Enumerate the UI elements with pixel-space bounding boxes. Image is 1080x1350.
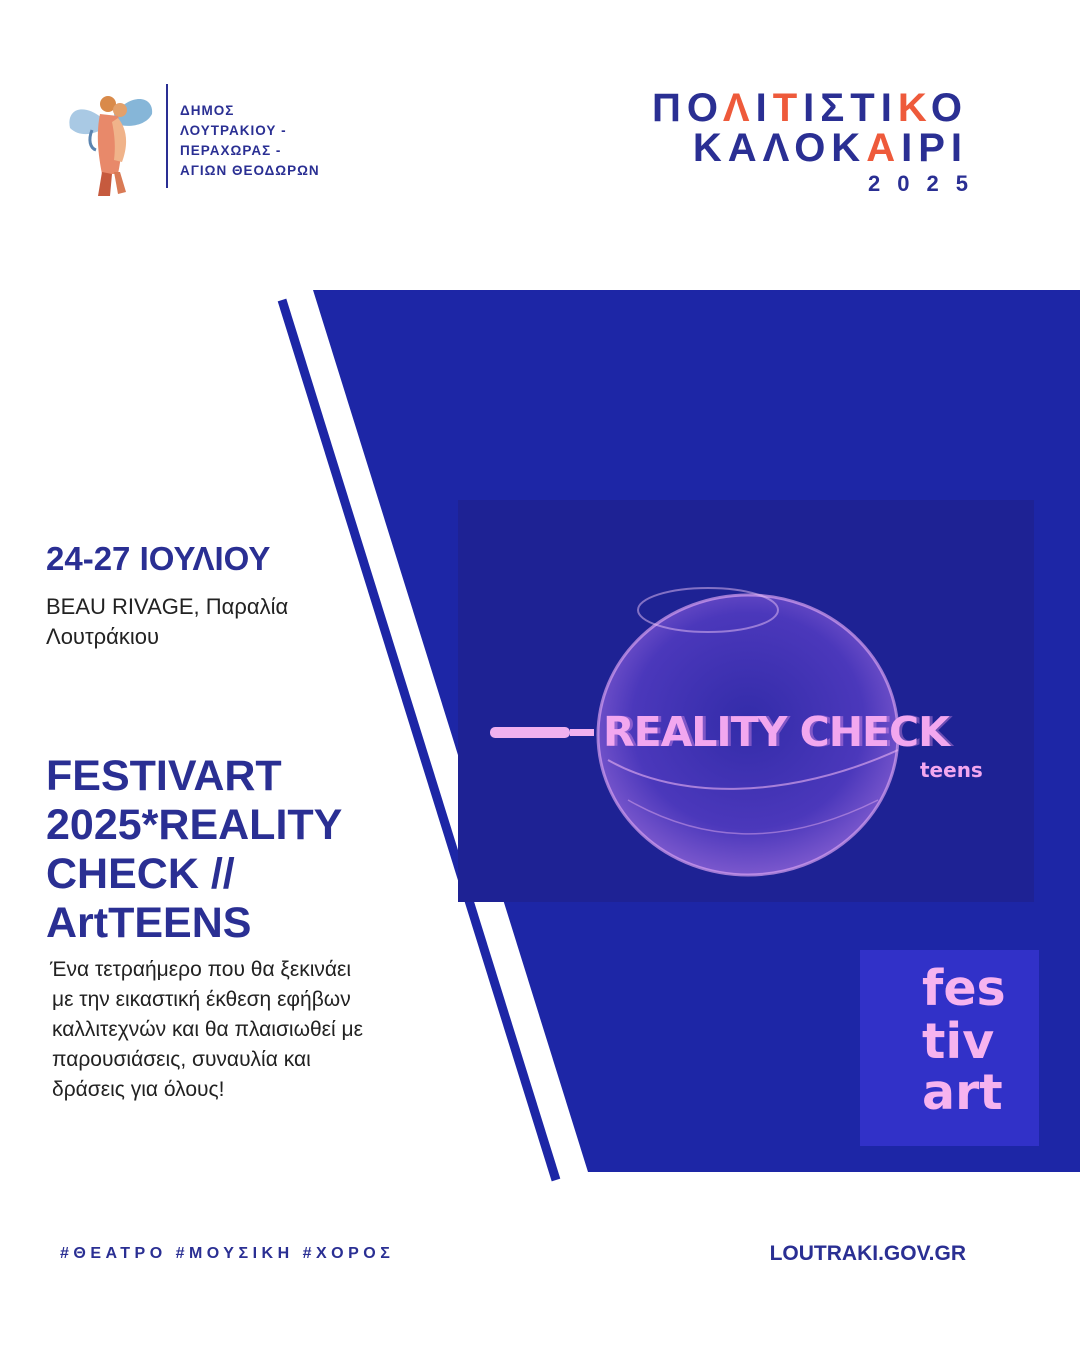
artwork-subtitle: teens — [920, 758, 983, 782]
municipality-name-line: ΛΟΥΤΡΑΚΙΟΥ - — [180, 123, 287, 138]
cultural-summer-brand — [651, 86, 985, 197]
bubble-illustration — [458, 500, 1034, 902]
municipality-logo — [62, 84, 158, 202]
event-description: καλλιτεχνών και θα πλαισιωθεί με — [52, 1018, 364, 1041]
brand-year: 2025 — [868, 171, 985, 196]
event-description: με την εικαστική έκθεση εφήβων — [52, 988, 351, 1011]
event-title: ArtTEENS — [46, 899, 252, 947]
website-link[interactable]: LOUTRAKI.GOV.GR — [769, 1242, 966, 1265]
municipality-name-line: ΔΗΜΟΣ — [180, 103, 235, 118]
event-venue: BEAU RIVAGE, Παραλία — [46, 594, 289, 619]
event-title: 2025*REALITY — [46, 801, 343, 849]
festivart-logo-line: fes — [922, 960, 1006, 1017]
event-description: δράσεις για όλους! — [52, 1078, 225, 1101]
event-description: Ένα τετραήμερο που θα ξεκινάει — [50, 958, 352, 981]
hashtags: #ΘΕΑΤΡΟ #ΜΟΥΣΙΚΗ #ΧΟΡΟΣ — [60, 1245, 395, 1262]
event-title: FESTIVART — [46, 752, 282, 800]
event-venue: Λουτράκιου — [46, 624, 160, 649]
event-dates: 24-27 ΙΟΥΛΙΟΥ — [46, 540, 271, 577]
municipality-name-line: ΠΕΡΑΧΩΡΑΣ - — [180, 143, 282, 158]
brand-line-2: ΚΑΛΟΚΑΙΡΙ — [692, 126, 968, 170]
reality-check-artwork — [458, 500, 1034, 902]
event-description: παρουσιάσεις, συναυλία και — [52, 1048, 311, 1071]
festivart-logo — [860, 950, 1039, 1146]
municipality-name-line: ΑΓΙΩΝ ΘΕΟΔΩΡΩΝ — [180, 163, 320, 178]
festivart-logo-line: art — [922, 1064, 1003, 1121]
logo-divider — [166, 84, 168, 188]
festivart-logo-line: tiv — [922, 1013, 995, 1070]
brand-line-1: ΠΟΛΙΤΙΣΤΙΚΟ — [651, 86, 968, 130]
event-title: CHECK // — [46, 850, 235, 898]
artwork-title: REALITY CHECK — [603, 708, 949, 756]
